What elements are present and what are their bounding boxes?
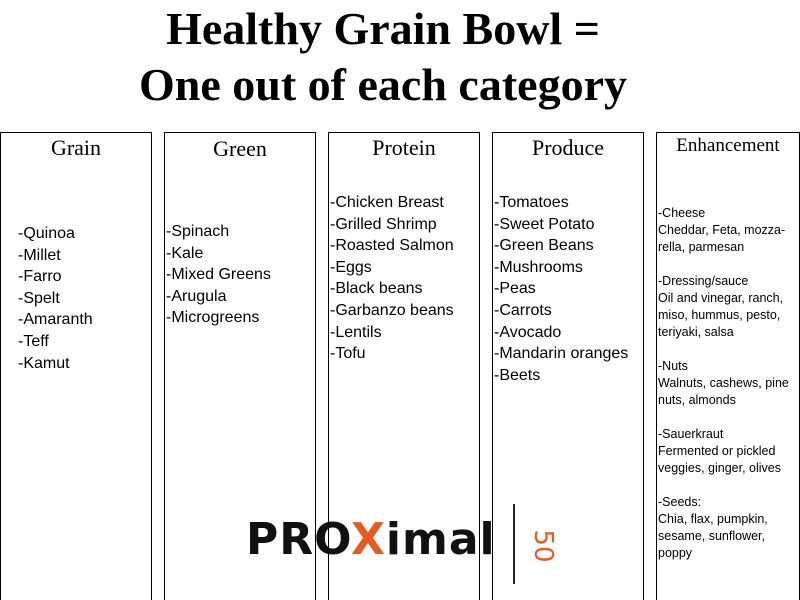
enhancement-name: -Nuts bbox=[658, 359, 688, 373]
logo-text-part-1: PRO bbox=[246, 514, 351, 565]
enhancement-detail: Chia, flax, pumpkin, sesame, sunflower, poppy bbox=[658, 512, 768, 560]
logo-number-text: 50 bbox=[528, 529, 558, 563]
enhancement-group-nuts bbox=[658, 358, 798, 409]
enhancement-detail: Cheddar, Feta, mozza-rella, parmesan bbox=[658, 223, 786, 254]
enhancement-name: -Sauerkraut bbox=[658, 427, 724, 441]
grain-header: Grain bbox=[50, 135, 102, 160]
logo-text-part-2: imal bbox=[385, 514, 496, 565]
list-item: -Tofu bbox=[330, 345, 366, 363]
list-item: -Farro bbox=[18, 268, 62, 286]
list-item: -Spinach bbox=[166, 223, 230, 240]
produce-header: Produce bbox=[531, 135, 605, 160]
list-item: -Grilled Shrimp bbox=[330, 215, 437, 233]
list-item: -Millet bbox=[18, 246, 61, 264]
list-item: -Spelt bbox=[18, 289, 60, 307]
enhancement-group-dressing bbox=[658, 273, 798, 341]
enhancement-name: -Cheese bbox=[658, 206, 706, 220]
grain-column bbox=[0, 132, 152, 600]
list-item: -Kale bbox=[166, 244, 204, 262]
list-item: -Quinoa bbox=[18, 225, 75, 242]
list-item: -Chicken Breast bbox=[330, 194, 444, 211]
list-item: -Roasted Salmon bbox=[330, 237, 454, 255]
enhancement-name: -Seeds: bbox=[658, 495, 702, 509]
logo-divider bbox=[513, 504, 515, 584]
list-item: -Arugula bbox=[166, 287, 227, 305]
list-item: -Peas bbox=[494, 280, 536, 298]
list-item: -Teff bbox=[18, 332, 49, 350]
list-item: -Mixed Greens bbox=[166, 266, 271, 284]
list-item: -Garbanzo beans bbox=[330, 301, 454, 319]
page-title-line-1: Healthy Grain Bowl = bbox=[166, 3, 600, 54]
enhancement-group-cheese bbox=[658, 205, 798, 256]
enhancement-detail: Walnuts, cashews, pine nuts, almonds bbox=[658, 376, 789, 407]
grain-list bbox=[18, 223, 93, 374]
green-header: Green bbox=[213, 136, 267, 161]
logo-text-accent: X bbox=[350, 514, 386, 565]
logo-wordmark bbox=[246, 514, 496, 565]
list-item: -Mandarin oranges bbox=[494, 345, 629, 363]
list-item: -Green Beans bbox=[494, 237, 594, 255]
page-title-line-2: One out of each category bbox=[139, 59, 627, 110]
enhancement-group-sauerkraut bbox=[658, 426, 798, 477]
list-item: -Beets bbox=[494, 366, 541, 384]
list-item: -Black beans bbox=[330, 280, 423, 298]
enhancement-column bbox=[656, 132, 800, 600]
list-item: -Microgreens bbox=[166, 309, 260, 327]
list-item: -Avocado bbox=[494, 323, 562, 341]
logo-number-50 bbox=[523, 526, 563, 566]
enhancement-list bbox=[658, 205, 798, 579]
enhancement-detail: Fermented or pickled veggies, ginger, olives bbox=[658, 444, 781, 475]
protein-header: Protein bbox=[372, 135, 436, 160]
list-item: -Kamut bbox=[18, 354, 70, 372]
enhancement-name: -Dressing/sauce bbox=[658, 274, 749, 288]
list-item: -Tomatoes bbox=[494, 194, 569, 211]
green-list bbox=[166, 221, 271, 329]
list-item: -Amaranth bbox=[18, 311, 93, 329]
produce-list bbox=[494, 192, 628, 386]
enhancement-header: Enhancement bbox=[676, 135, 780, 156]
list-item: -Carrots bbox=[494, 301, 552, 319]
list-item: -Lentils bbox=[330, 323, 382, 341]
enhancement-detail: Oil and vinegar, ranch, miso, hummus, pesto, teriyaki, salsa bbox=[658, 291, 784, 339]
list-item: -Eggs bbox=[330, 258, 372, 276]
protein-list bbox=[330, 192, 454, 365]
enhancement-group-seeds bbox=[658, 494, 798, 562]
list-item: -Sweet Potato bbox=[494, 215, 595, 233]
list-item: -Mushrooms bbox=[494, 258, 583, 276]
proximal50-logo bbox=[246, 504, 576, 586]
